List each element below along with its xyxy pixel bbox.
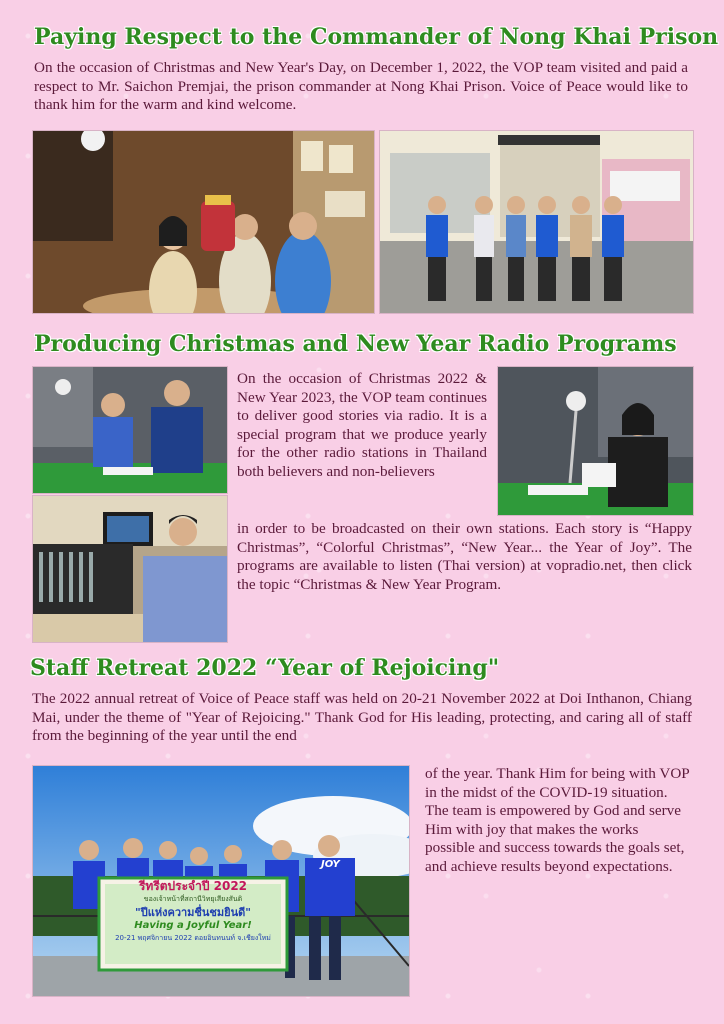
photo-staff-retreat: [32, 765, 410, 997]
section1-body: On the occasion of Christmas and New Year's Day, on December 1, 2022, the VOP team visited and paid a respect to Mr. Saichon Premjai, the prison commander at Nong Khai Prison. Voice of Peace would like to thank him for the warm and kind welcome.: [34, 59, 688, 114]
photo-studio-console: [32, 495, 228, 643]
section1-title: Paying Respect to the Commander of Nong Khai Prison: [34, 24, 719, 50]
section3-body-top: The 2022 annual retreat of Voice of Peace staff was held on 20-21 November 2022 at Doi Inthanon, Chiang Mai, under the theme of "Year of Rejoicing." Thank God for His leading, protecting, and caring all of staff from the beginning of the year until the end: [32, 690, 692, 745]
section3-title: Staff Retreat 2022 “Year of Rejoicing": [30, 655, 500, 681]
section2-title: Producing Christmas and New Year Radio Programs: [34, 331, 677, 357]
section3-body-right: of the year. Thank Him for being with VOP in the midst of the COVID-19 situation. The team is empowered by God and serve Him with joy that makes the works possible and success towards the goals set, and achieve results beyond expectations.: [425, 765, 690, 875]
banner-line2: ของเจ้าหน้าที่สถานีวิทยุเสียงสันติ: [143, 895, 243, 903]
banner-line1: รีทรีตประจำปี 2022: [138, 879, 248, 893]
banner-line5: 20-21 พฤศจิกายน 2022 ดอยอินทนนท์ จ.เชียงใหม่: [115, 934, 271, 942]
section2-body-top: On the occasion of Christmas 2022 & New Year 2023, the VOP team continues to deliver good stories via radio. It is a special program that we produce yearly for the other radio stations in Thailand both believers and non-believers: [237, 370, 487, 480]
photo-prison-office: [32, 130, 375, 314]
photo-studio-hosts: [32, 366, 228, 494]
photo-studio-woman: [497, 366, 694, 516]
section2-body-bottom: in order to be broadcasted on their own stations. Each story is “Happy Christmas”, “Colorful Christmas”, “New Year... the Year of Joy”. The programs are available to listen (Thai version) at vopradio.net, then click the topic “Christmas & New Year Program.: [237, 520, 692, 593]
shirt-logo: JOY: [321, 859, 340, 870]
photo-prison-exterior: [379, 130, 694, 314]
retreat-banner-text: [101, 880, 285, 968]
banner-line3: "ปีแห่งความชื่นชมยินดี": [135, 906, 251, 919]
banner-line4: Having a Joyful Year!: [134, 920, 252, 931]
